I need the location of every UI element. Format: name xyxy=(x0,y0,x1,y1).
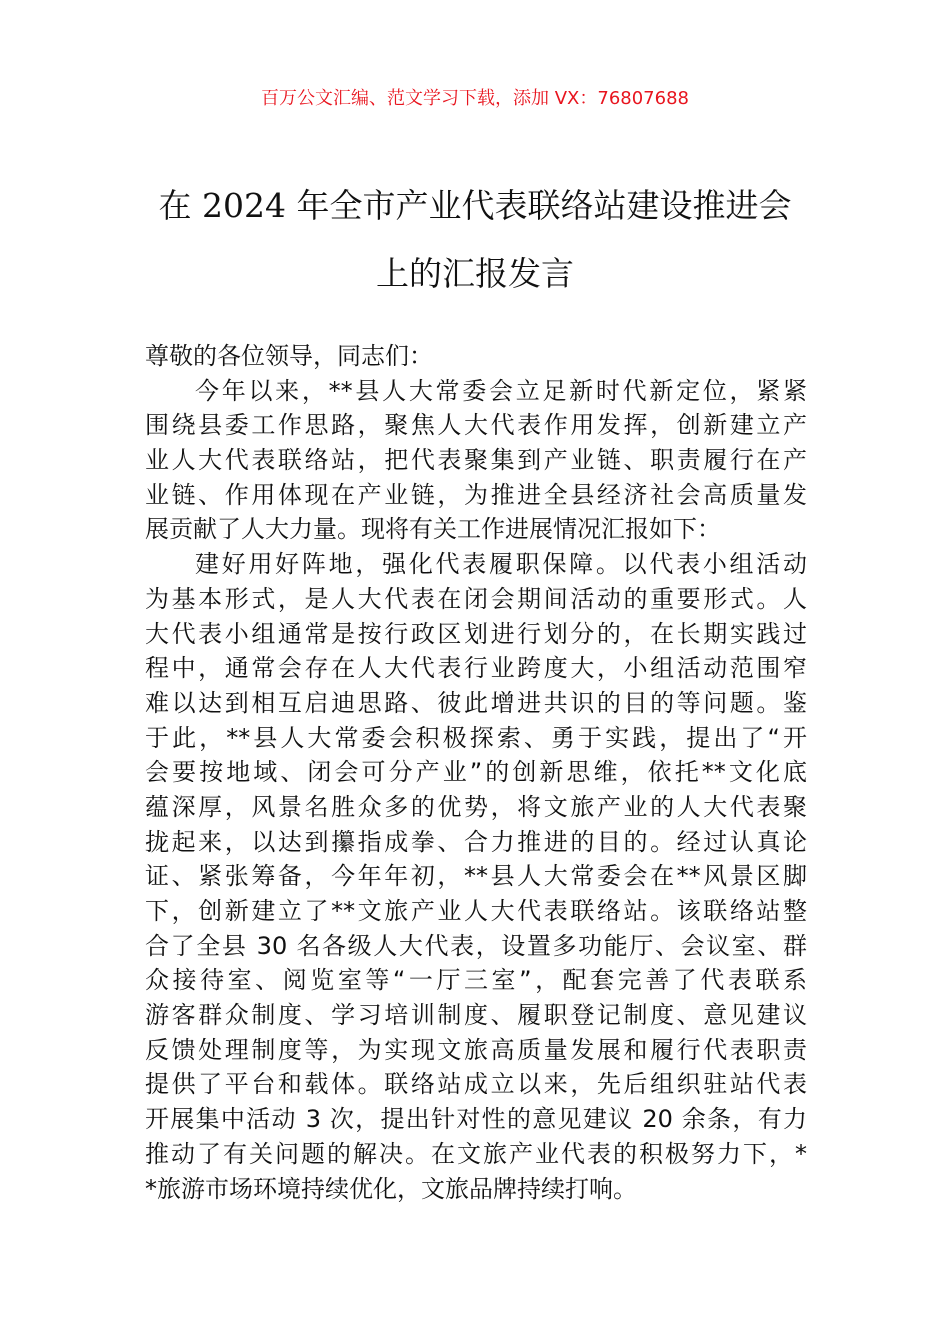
paragraph-line: 会要按地域、闭会可分产业”的创新思维，依托**文化底 xyxy=(145,758,807,787)
paragraph-line: 大代表小组通常是按行政区划进行划分的，在长期实践过 xyxy=(145,619,807,648)
paragraph-line: 业链、作用体现在产业链，为推进全县经济社会高质量发 xyxy=(145,480,807,509)
paragraph xyxy=(145,547,807,1206)
paragraph-line: 推动了有关问题的解决。在文旅产业代表的积极努力下，* xyxy=(145,1139,807,1168)
download-banner: 百万公文汇编、范文学习下载，添加 VX：76807688 xyxy=(261,88,689,109)
paragraph-line: 证、紧张筹备，今年年初，**县人大常委会在**风景区脚 xyxy=(145,862,807,891)
document-body xyxy=(145,339,807,1206)
paragraph-line: 展贡献了人大力量。现将有关工作进展情况汇报如下： xyxy=(145,515,721,544)
paragraph-line: 提供了平台和载体。联络站成立以来，先后组织驻站代表 xyxy=(145,1070,807,1099)
paragraph-line: 合了全县 30 名各级人大代表，设置多功能厅、会议室、群 xyxy=(145,931,807,960)
paragraph-line: 游客群众制度、学习培训制度、履职登记制度、意见建议 xyxy=(145,1001,807,1030)
paragraph xyxy=(145,374,807,547)
paragraph-line: 反馈处理制度等，为实现文旅高质量发展和履行代表职责 xyxy=(145,1035,807,1064)
paragraph-line: 建好用好阵地，强化代表履职保障。以代表小组活动 xyxy=(195,550,807,579)
paragraphs xyxy=(145,374,807,1207)
paragraph-line: 业人大代表联络站，把代表聚集到产业链、职责履行在产 xyxy=(145,446,807,475)
greeting: 尊敬的各位领导，同志们： xyxy=(145,342,433,370)
paragraph-line: 于此，**县人大常委会积极探索、勇于实践，提出了“开 xyxy=(145,723,807,752)
paragraph-line: 今年以来，**县人大常委会立足新时代新定位，紧紧 xyxy=(195,376,807,405)
paragraph-line: 下，创新建立了**文旅产业人大代表联络站。该联络站整 xyxy=(145,897,807,925)
paragraph-line: 围绕县委工作思路，聚焦人大代表作用发挥，创新建立产 xyxy=(145,411,807,440)
paragraph-line: 拢起来，以达到攥指成拳、合力推进的目的。经过认真论 xyxy=(145,827,807,856)
document-title-line-1: 在 2024 年全市产业代表联络站建设推进会 xyxy=(158,186,792,225)
paragraph-line: 众接待室、阅览室等“一厅三室”，配套完善了代表联系 xyxy=(145,966,807,995)
paragraph-line: 开展集中活动 3 次，提出针对性的意见建议 20 余条，有力 xyxy=(145,1105,807,1134)
paragraph-line: *旅游市场环境持续优化，文旅品牌持续打响。 xyxy=(145,1174,637,1203)
paragraph-line: 蕴深厚，风景名胜众多的优势，将文旅产业的人大代表聚 xyxy=(145,792,807,821)
paragraph-line: 难以达到相互启迪思路、彼此增进共识的目的等问题。鉴 xyxy=(145,688,807,717)
paragraph-line: 程中，通常会存在人大代表行业跨度大，小组活动范围窄 xyxy=(145,654,807,683)
paragraph-line: 为基本形式，是人大代表在闭会期间活动的重要形式。人 xyxy=(145,584,807,613)
document-title-line-2: 上的汇报发言 xyxy=(376,254,574,293)
